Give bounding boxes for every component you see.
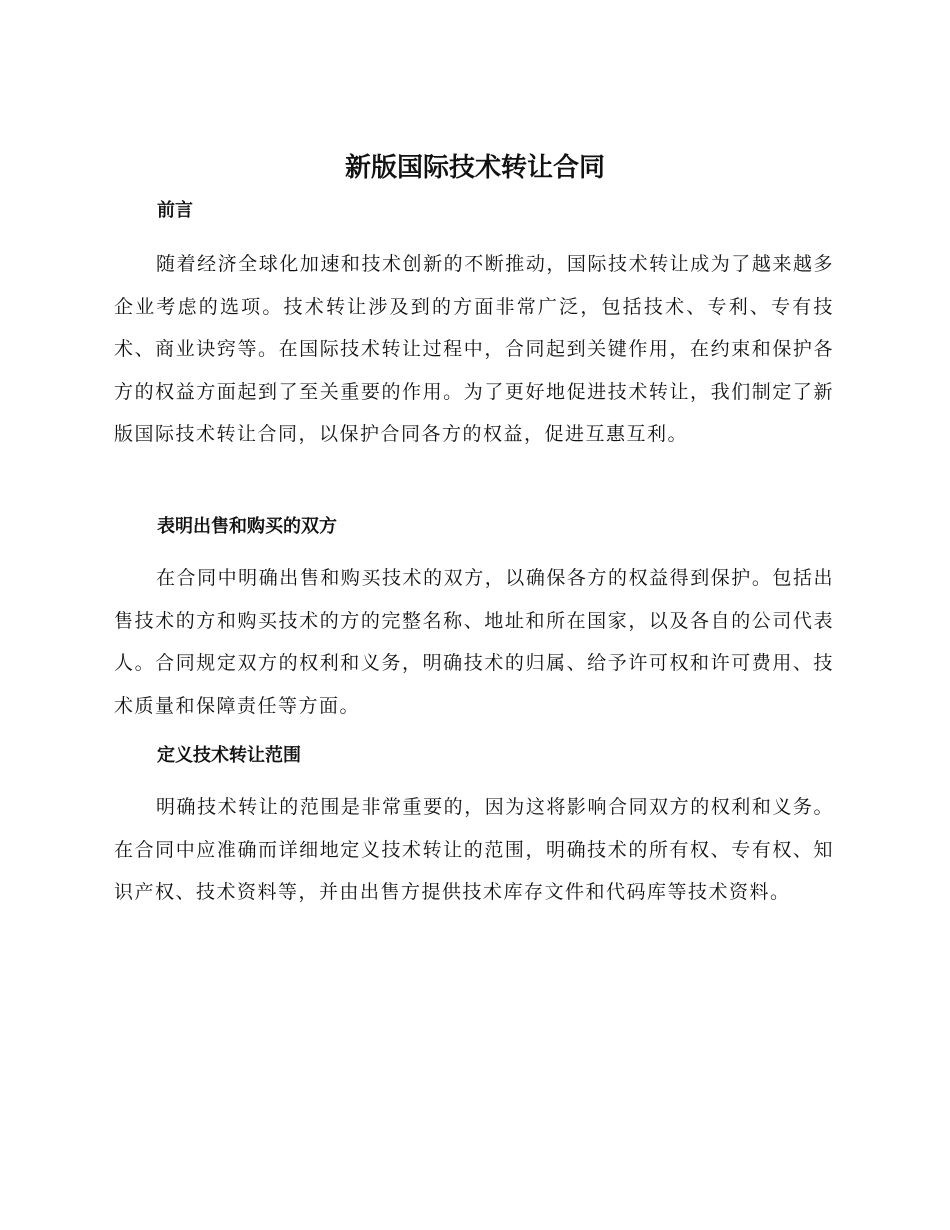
section-body-parties: 在合同中明确出售和购买技术的双方，以确保各方的权益得到保护。包括出售技术的方和购买技术的方的完整名称、地址和所在国家，以及各自的公司代表人。合同规定双方的权利和义务，明确技术的归属、给予许可权和许可费用、技术质量和保障责任等方面。 [114, 567, 834, 717]
document-title: 新版国际技术转让合同 [344, 153, 605, 183]
section-heading-scope: 定义技术转让范围 [157, 745, 301, 766]
section-body-scope: 明确技术转让的范围是非常重要的，因为这将影响合同双方的权利和义务。在合同中应准确而详细地定义技术转让的范围，明确技术的所有权、专有权、知识产权、技术资料等，并由出售方提供技术库存文件和代码库等技术资料。 [114, 796, 834, 903]
section-heading-parties: 表明出售和购买的双方 [157, 516, 337, 537]
section-heading-preface: 前言 [157, 200, 193, 221]
section-body-preface: 随着经济全球化加速和技术创新的不断推动，国际技术转让成为了越来越多企业考虑的选项。技术转让涉及到的方面非常广泛，包括技术、专利、专有技术、商业诀窍等。在国际技术转让过程中，合同起到关键作用，在约束和保护各方的权益方面起到了至关重要的作用。为了更好地促进技术转让，我们制定了新版国际技术转让合同，以保护合同各方的权益，促进互惠互利。 [114, 253, 834, 445]
